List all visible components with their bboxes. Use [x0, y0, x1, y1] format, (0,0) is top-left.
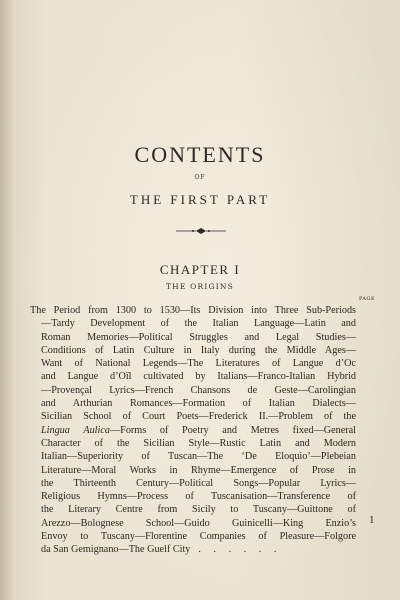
summary-line: Conditions of Latin Culture in Italy during the Middle Ages—: [41, 344, 356, 356]
summary-line: Roman Memories—Political Struggles and Legal Studies—: [41, 331, 356, 343]
summary-line: —Provençal Lyrics—French Chansons de Geste—Carolingian: [41, 384, 356, 396]
summary-line: Literature—Moral Works in Rhyme—Emergence of Prose in: [41, 464, 356, 476]
summary-line: Want of National Legends—The Literatures of Langue d’Oc: [41, 358, 356, 370]
summary-line: and Langue d’Oïl cultivated by Italians—Franco-Italian Hybrid: [41, 371, 356, 383]
contents-subtitle: THE FIRST PART: [129, 192, 271, 207]
summary-line: Sicilian School of Court Poets—Frederick II.—Problem of the: [41, 411, 356, 423]
contents-title: CONTENTS: [134, 142, 266, 167]
summary-line: the Literary Centre from Sicily to Tuscany—Guittone of: [41, 504, 356, 516]
summary-line: —Tardy Development of the Italian Language—Latin and: [41, 318, 356, 330]
page-number: 1: [369, 514, 375, 526]
summary-line-lingua-aulica: [30, 424, 356, 437]
summary-line: Arezzo—Bolognese School—Guido Guinicelli—King Enzio’s: [41, 517, 356, 529]
chapter-heading: CHAPTER I: [159, 262, 241, 277]
summary-line: Character of the Sicilian Style—Rustic Latin and Modern: [41, 437, 356, 449]
lingua-aulica-italic: Lingua Aulica: [41, 424, 110, 436]
contents-of: OF: [194, 174, 206, 181]
summary-line: and Arthurian Romances—Formation of Italian Dialects—: [41, 398, 356, 410]
chapter-title: THE ORIGINS: [165, 282, 234, 291]
summary-line-rest: —Forms of Poetry and Metres fixed—General: [109, 424, 357, 436]
summary-line: Envoy to Tuscany—Florentine Companies of Pleasure—Folgore: [41, 531, 356, 543]
summary-line: the Thirteenth Century—Political Songs—Popular Lyrics—: [41, 477, 356, 489]
dot-leaders: . . . . . .: [198, 544, 282, 556]
summary-line: da San Gemignano—The Guelf City: [41, 544, 191, 556]
summary-last-line: [30, 543, 356, 556]
ornament-divider-icon: [174, 226, 228, 236]
chapter-summary: [30, 304, 356, 557]
summary-line: Italian—Superiority of Tuscan—The ‘De Eloquio’—Plebeian: [41, 451, 356, 463]
summary-line: The Period from 1300 to 1530—Its Division into Three Sub-Periods: [30, 305, 356, 316]
summary-line: Religious Hymns—Process of Tuscanisation—Transference of: [41, 491, 356, 503]
page-gutter-shadow: [0, 0, 14, 600]
page-column-label: PAGE: [359, 296, 376, 302]
